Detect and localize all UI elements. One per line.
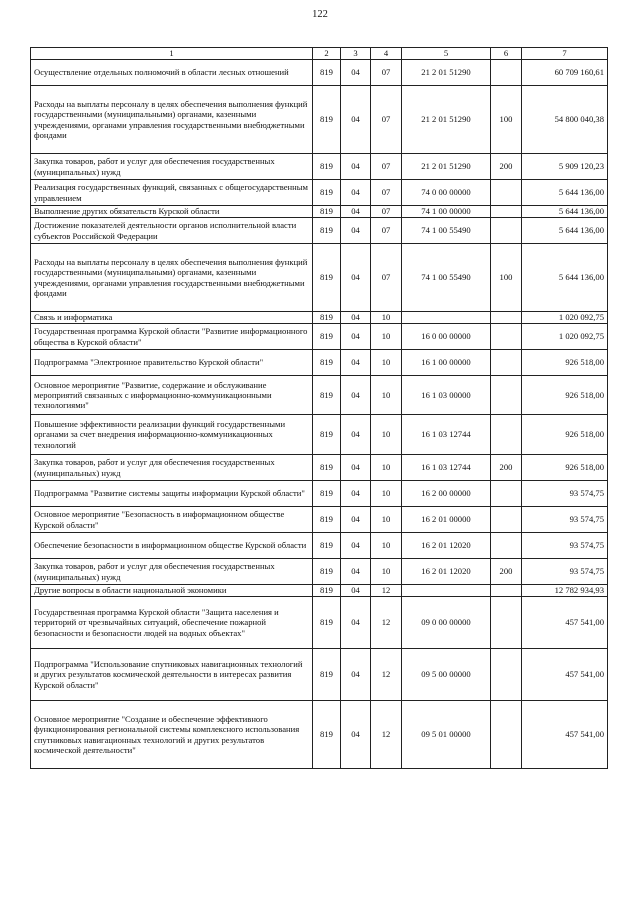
row-rz-cell: 04 — [341, 180, 371, 206]
row-rz-cell: 04 — [341, 533, 371, 559]
row-rz-cell: 04 — [341, 559, 371, 585]
row-csr-cell: 16 2 01 12020 — [402, 559, 491, 585]
row-rz-cell: 04 — [341, 86, 371, 154]
row-name-cell: Обеспечение безопасности в информационном обществе Курской области — [31, 533, 313, 559]
header-cell-5: 5 — [402, 48, 491, 60]
table-row — [31, 585, 608, 597]
row-sum-cell: 54 800 040,38 — [522, 86, 608, 154]
row-sum-cell: 60 709 160,61 — [522, 60, 608, 86]
row-name-cell: Осуществление отдельных полномочий в области лесных отношений — [31, 60, 313, 86]
row-sum-cell: 5 644 136,00 — [522, 244, 608, 312]
row-vr-cell — [491, 701, 522, 769]
header-cell-3: 3 — [341, 48, 371, 60]
row-name-cell: Расходы на выплаты персоналу в целях обеспечения выполнения функций государственными (муниципальными) органами, казенными учреждениями, органами управления государственными внебюджетными фондами — [31, 244, 313, 312]
table-row — [31, 559, 608, 585]
row-pr-cell: 10 — [371, 559, 402, 585]
row-vr-cell — [491, 206, 522, 218]
row-gr-cell: 819 — [313, 376, 341, 415]
row-csr-cell: 16 2 01 00000 — [402, 507, 491, 533]
header-cell-6: 6 — [491, 48, 522, 60]
row-vr-cell — [491, 533, 522, 559]
row-vr-cell — [491, 481, 522, 507]
table-row — [31, 324, 608, 350]
row-rz-cell: 04 — [341, 218, 371, 244]
row-sum-cell: 926 518,00 — [522, 350, 608, 376]
row-csr-cell — [402, 585, 491, 597]
table-header-row — [31, 48, 608, 60]
row-name-cell: Реализация государственных функций, связанных с общегосударственным управлением — [31, 180, 313, 206]
row-gr-cell: 819 — [313, 180, 341, 206]
row-sum-cell: 457 541,00 — [522, 701, 608, 769]
row-gr-cell: 819 — [313, 701, 341, 769]
row-name-cell: Расходы на выплаты персоналу в целях обеспечения выполнения функций государственными (муниципальными) органами, казенными учреждениями, органами управления государственными внебюджетными фондами — [31, 86, 313, 154]
row-gr-cell: 819 — [313, 154, 341, 180]
row-pr-cell: 10 — [371, 507, 402, 533]
header-cell-2: 2 — [313, 48, 341, 60]
row-vr-cell — [491, 350, 522, 376]
row-sum-cell: 93 574,75 — [522, 481, 608, 507]
table-row — [31, 218, 608, 244]
row-pr-cell: 07 — [371, 154, 402, 180]
row-vr-cell — [491, 218, 522, 244]
row-csr-cell: 16 2 00 00000 — [402, 481, 491, 507]
row-sum-cell: 457 541,00 — [522, 597, 608, 649]
row-rz-cell: 04 — [341, 481, 371, 507]
row-sum-cell: 5 909 120,23 — [522, 154, 608, 180]
row-name-cell: Закупка товаров, работ и услуг для обеспечения государственных (муниципальных) нужд — [31, 154, 313, 180]
row-name-cell: Основное мероприятие "Создание и обеспечение эффективного функционирования региональной системы комплексного использования спутниковых навигационных технологий и других результатов космической деятельности" — [31, 701, 313, 769]
row-csr-cell — [402, 312, 491, 324]
table-row — [31, 206, 608, 218]
table-row — [31, 350, 608, 376]
row-rz-cell: 04 — [341, 312, 371, 324]
row-gr-cell: 819 — [313, 415, 341, 455]
row-vr-cell — [491, 415, 522, 455]
row-vr-cell: 200 — [491, 455, 522, 481]
row-vr-cell — [491, 507, 522, 533]
row-gr-cell: 819 — [313, 218, 341, 244]
row-rz-cell: 04 — [341, 585, 371, 597]
row-sum-cell: 93 574,75 — [522, 507, 608, 533]
table-row — [31, 481, 608, 507]
row-rz-cell: 04 — [341, 244, 371, 312]
row-pr-cell: 12 — [371, 585, 402, 597]
row-sum-cell: 1 020 092,75 — [522, 312, 608, 324]
row-rz-cell: 04 — [341, 154, 371, 180]
row-vr-cell: 200 — [491, 154, 522, 180]
row-gr-cell: 819 — [313, 649, 341, 701]
row-pr-cell: 10 — [371, 376, 402, 415]
row-csr-cell: 16 1 00 00000 — [402, 350, 491, 376]
row-name-cell: Основное мероприятие "Безопасность в информационном обществе Курской области" — [31, 507, 313, 533]
row-name-cell: Закупка товаров, работ и услуг для обеспечения государственных (муниципальных) нужд — [31, 559, 313, 585]
header-cell-4: 4 — [371, 48, 402, 60]
header-cell-1: 1 — [31, 48, 313, 60]
row-gr-cell: 819 — [313, 507, 341, 533]
row-rz-cell: 04 — [341, 701, 371, 769]
row-gr-cell: 819 — [313, 533, 341, 559]
row-csr-cell: 16 1 03 12744 — [402, 415, 491, 455]
table-row — [31, 376, 608, 415]
row-rz-cell: 04 — [341, 324, 371, 350]
table-row — [31, 244, 608, 312]
row-csr-cell: 16 0 00 00000 — [402, 324, 491, 350]
row-vr-cell — [491, 180, 522, 206]
row-vr-cell — [491, 585, 522, 597]
row-csr-cell: 09 5 01 00000 — [402, 701, 491, 769]
row-pr-cell: 07 — [371, 218, 402, 244]
budget-table — [30, 47, 608, 769]
row-name-cell: Государственная программа Курской области "Защита населения и территорий от чрезвычайных ситуаций, обеспечение пожарной безопасности и безопасности людей на водных объектах" — [31, 597, 313, 649]
table-row — [31, 180, 608, 206]
table-row — [31, 507, 608, 533]
row-rz-cell: 04 — [341, 60, 371, 86]
row-sum-cell: 93 574,75 — [522, 533, 608, 559]
row-sum-cell: 5 644 136,00 — [522, 206, 608, 218]
page-number: 122 — [312, 9, 328, 20]
row-vr-cell — [491, 324, 522, 350]
row-sum-cell: 926 518,00 — [522, 376, 608, 415]
row-vr-cell: 100 — [491, 244, 522, 312]
row-gr-cell: 819 — [313, 585, 341, 597]
row-vr-cell — [491, 312, 522, 324]
row-csr-cell: 16 1 03 12744 — [402, 455, 491, 481]
row-pr-cell: 10 — [371, 350, 402, 376]
row-gr-cell: 819 — [313, 206, 341, 218]
row-pr-cell: 10 — [371, 312, 402, 324]
row-csr-cell: 74 1 00 00000 — [402, 206, 491, 218]
row-vr-cell: 100 — [491, 86, 522, 154]
row-pr-cell: 10 — [371, 533, 402, 559]
row-name-cell: Достижение показателей деятельности органов исполнительной власти субъектов Российской Федерации — [31, 218, 313, 244]
row-gr-cell: 819 — [313, 244, 341, 312]
row-name-cell: Закупка товаров, работ и услуг для обеспечения государственных (муниципальных) нужд — [31, 455, 313, 481]
row-csr-cell: 16 1 03 00000 — [402, 376, 491, 415]
row-vr-cell — [491, 60, 522, 86]
table-row — [31, 415, 608, 455]
row-rz-cell: 04 — [341, 455, 371, 481]
row-gr-cell: 819 — [313, 350, 341, 376]
row-vr-cell: 200 — [491, 559, 522, 585]
header-cell-7: 7 — [522, 48, 608, 60]
row-rz-cell: 04 — [341, 649, 371, 701]
row-gr-cell: 819 — [313, 324, 341, 350]
row-rz-cell: 04 — [341, 507, 371, 533]
row-pr-cell: 10 — [371, 481, 402, 507]
row-csr-cell: 09 0 00 00000 — [402, 597, 491, 649]
row-sum-cell: 5 644 136,00 — [522, 180, 608, 206]
row-sum-cell: 12 782 934,93 — [522, 585, 608, 597]
row-pr-cell: 10 — [371, 324, 402, 350]
row-rz-cell: 04 — [341, 206, 371, 218]
table-row — [31, 60, 608, 86]
row-name-cell: Подпрограмма "Развитие системы защиты информации Курской области" — [31, 481, 313, 507]
row-csr-cell: 74 1 00 55490 — [402, 244, 491, 312]
row-gr-cell: 819 — [313, 312, 341, 324]
table-row — [31, 86, 608, 154]
row-csr-cell: 16 2 01 12020 — [402, 533, 491, 559]
row-csr-cell: 21 2 01 51290 — [402, 60, 491, 86]
row-name-cell: Подпрограмма "Использование спутниковых навигационных технологий и других результатов космической деятельности в интересах развития Курской области" — [31, 649, 313, 701]
row-csr-cell: 21 2 01 51290 — [402, 154, 491, 180]
table-row — [31, 649, 608, 701]
row-gr-cell: 819 — [313, 455, 341, 481]
row-rz-cell: 04 — [341, 376, 371, 415]
row-sum-cell: 926 518,00 — [522, 415, 608, 455]
row-name-cell: Государственная программа Курской области "Развитие информационного общества в Курской области" — [31, 324, 313, 350]
row-pr-cell: 10 — [371, 415, 402, 455]
row-csr-cell: 09 5 00 00000 — [402, 649, 491, 701]
row-name-cell: Повышение эффективности реализации функций государственными органами за счет внедрения информационно-коммуникационных технологий — [31, 415, 313, 455]
row-gr-cell: 819 — [313, 597, 341, 649]
row-pr-cell: 12 — [371, 597, 402, 649]
row-rz-cell: 04 — [341, 415, 371, 455]
row-pr-cell: 07 — [371, 206, 402, 218]
row-pr-cell: 07 — [371, 86, 402, 154]
table-row — [31, 701, 608, 769]
table-row — [31, 154, 608, 180]
row-pr-cell: 07 — [371, 244, 402, 312]
row-vr-cell — [491, 597, 522, 649]
table-row — [31, 533, 608, 559]
row-gr-cell: 819 — [313, 559, 341, 585]
row-name-cell: Основное мероприятие "Развитие, содержание и обслуживание мероприятий связанных с информационно-коммуникационными технологиями" — [31, 376, 313, 415]
row-name-cell: Выполнение других обязательств Курской области — [31, 206, 313, 218]
table-row — [31, 312, 608, 324]
row-sum-cell: 5 644 136,00 — [522, 218, 608, 244]
row-pr-cell: 07 — [371, 60, 402, 86]
row-csr-cell: 74 1 00 55490 — [402, 218, 491, 244]
row-vr-cell — [491, 376, 522, 415]
row-rz-cell: 04 — [341, 597, 371, 649]
table-row — [31, 597, 608, 649]
row-pr-cell: 12 — [371, 701, 402, 769]
row-name-cell: Другие вопросы в области национальной экономики — [31, 585, 313, 597]
row-vr-cell — [491, 649, 522, 701]
row-csr-cell: 74 0 00 00000 — [402, 180, 491, 206]
row-gr-cell: 819 — [313, 481, 341, 507]
row-name-cell: Связь и информатика — [31, 312, 313, 324]
row-csr-cell: 21 2 01 51290 — [402, 86, 491, 154]
row-gr-cell: 819 — [313, 60, 341, 86]
row-sum-cell: 457 541,00 — [522, 649, 608, 701]
row-pr-cell: 12 — [371, 649, 402, 701]
row-sum-cell: 926 518,00 — [522, 455, 608, 481]
row-rz-cell: 04 — [341, 350, 371, 376]
row-pr-cell: 10 — [371, 455, 402, 481]
row-sum-cell: 93 574,75 — [522, 559, 608, 585]
row-sum-cell: 1 020 092,75 — [522, 324, 608, 350]
row-gr-cell: 819 — [313, 86, 341, 154]
row-pr-cell: 07 — [371, 180, 402, 206]
row-name-cell: Подпрограмма "Электронное правительство Курской области" — [31, 350, 313, 376]
table-row — [31, 455, 608, 481]
